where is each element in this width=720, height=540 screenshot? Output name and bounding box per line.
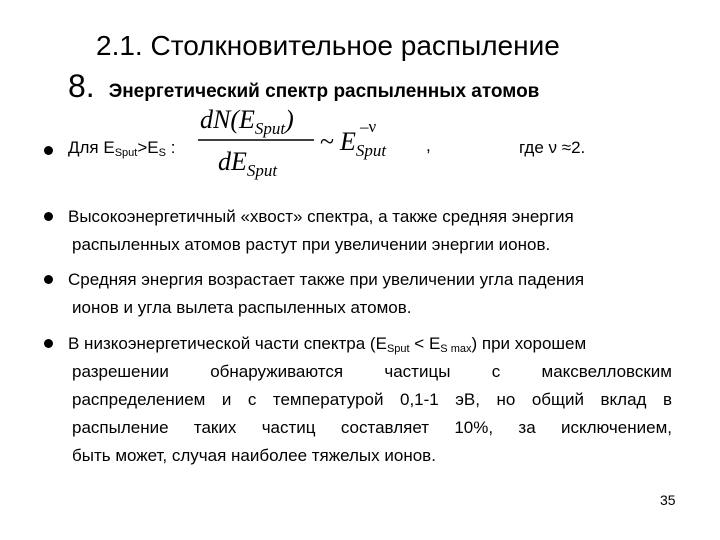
bullet-line: Средняя энергия возрастает также при увеличении угла падения xyxy=(68,270,585,289)
formula-exponent: –ν xyxy=(360,117,377,136)
energy-spectrum-formula xyxy=(196,100,426,184)
slide-title: 2.1. Столкновительное распыление xyxy=(96,30,560,61)
bullet-marker xyxy=(44,146,53,155)
formula-condition: Для $E_{Sput}>E_S$ : xyxy=(68,138,176,159)
formula-where: где ν ≈2. xyxy=(519,138,586,157)
formula-rhs: $E_{Sput}$ xyxy=(340,127,387,160)
formula-comma: , xyxy=(426,136,431,155)
bullet-line: В низкоэнергетической части спектра $(E_{Sput} < E_{S max})$ при хорошем xyxy=(68,334,587,355)
bullet-marker xyxy=(44,275,53,284)
formula-numerator: $dN(E_{Sput})$ xyxy=(200,105,294,138)
bullet-text xyxy=(68,203,672,259)
bullet-line: ионов и угла вылета распыленных атомов. xyxy=(72,298,412,317)
bullet-line: быть может, случая наиболее тяжелых ионов. xyxy=(72,446,436,465)
bullet-text xyxy=(68,266,672,322)
bullet-line: распыленных атомов растут при увеличении энергии ионов. xyxy=(72,235,551,254)
section-heading-text: Энергетический спектр распыленных атомов xyxy=(108,81,540,102)
bullet-marker xyxy=(44,212,53,221)
bullet-text xyxy=(68,330,672,470)
formula-denominator: $dE_{Sput}$ xyxy=(218,147,278,180)
bullet-line: распределением и с температурой 0,1-1 эВ, но общий вклад в xyxy=(72,390,672,409)
section-number: 8. xyxy=(68,68,95,104)
bullet-line: разрешении обнаруживаются частицы с максвелловским xyxy=(72,362,672,381)
bullet-marker xyxy=(44,339,53,348)
bullet-line: распыление таких частиц составляет 10%, за исключением, xyxy=(72,418,672,437)
page-number: 35 xyxy=(660,492,676,508)
proportional-sign: ~ xyxy=(320,127,335,156)
bullet-line: Высокоэнергетичный «хвост» спектра, а также средняя энергия xyxy=(68,207,574,226)
